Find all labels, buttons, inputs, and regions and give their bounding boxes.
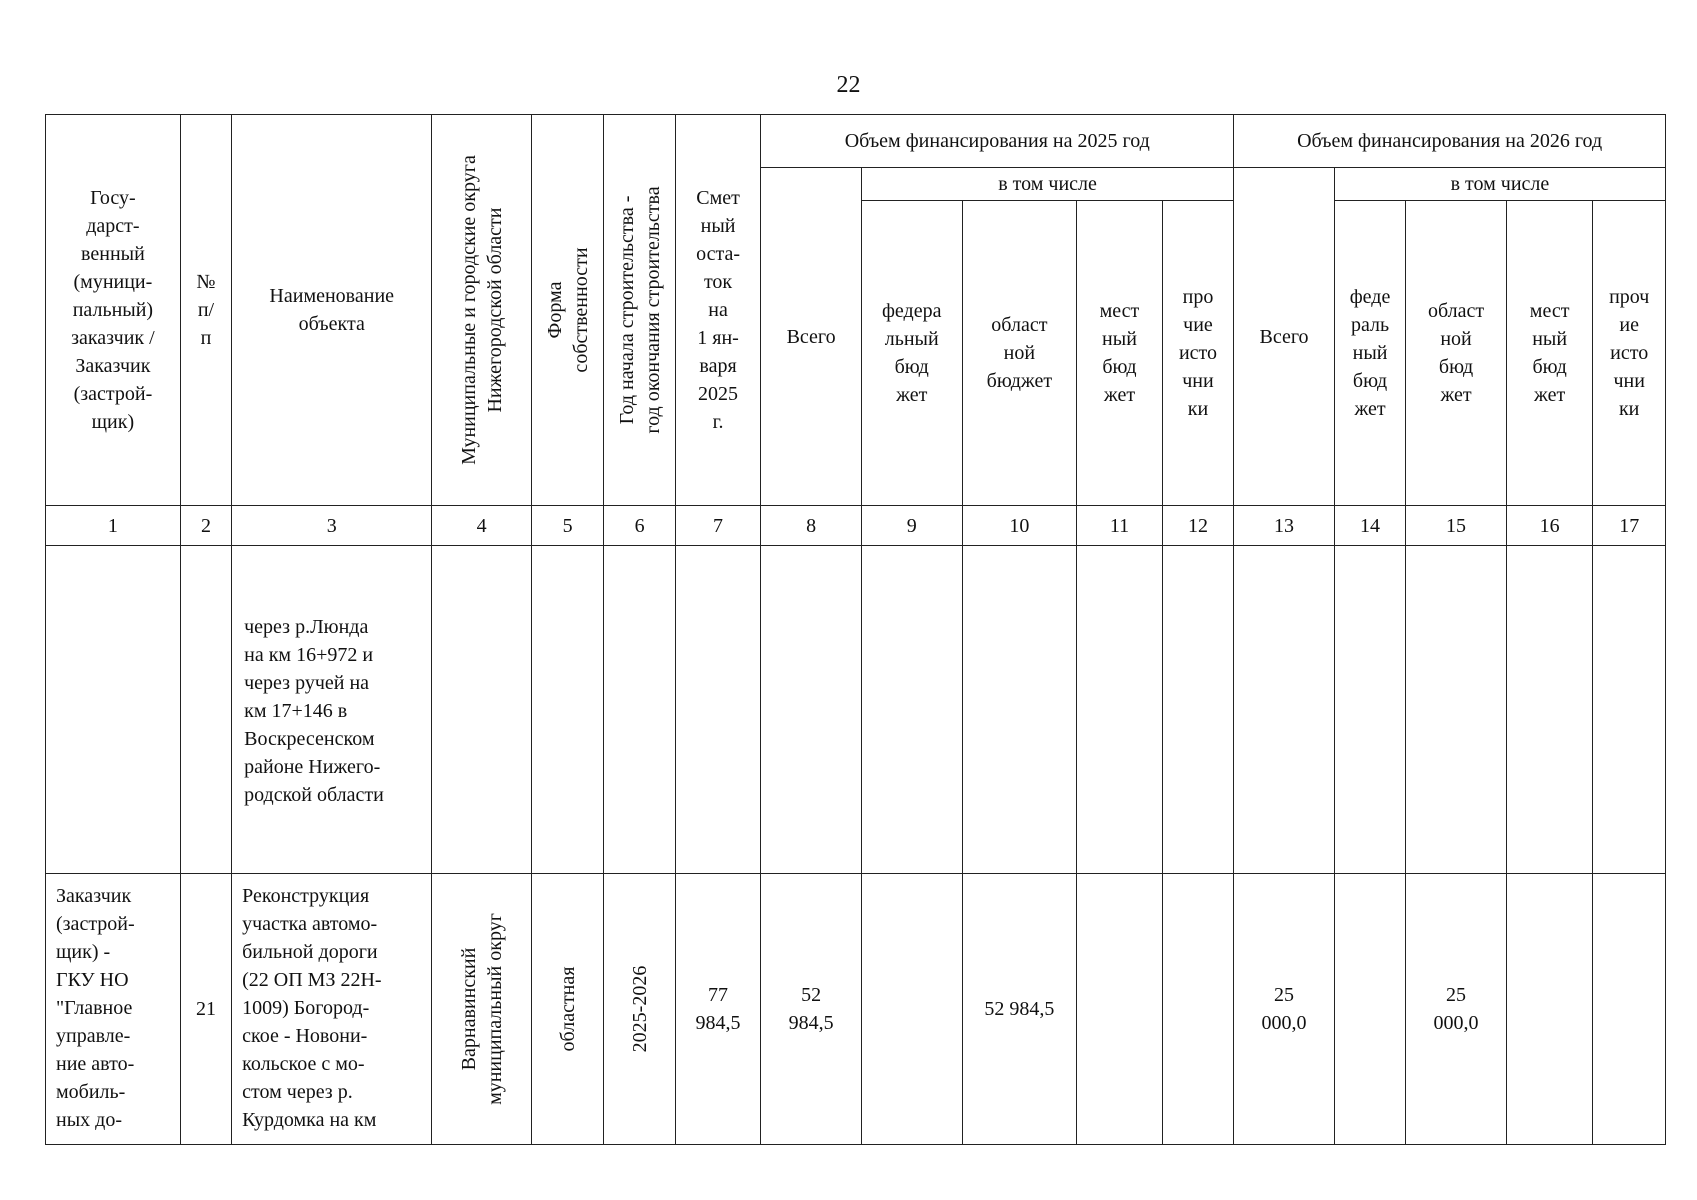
cell-empty <box>1162 546 1233 874</box>
row-number: 21 <box>180 874 231 1145</box>
header-years <box>604 115 675 506</box>
header-loc-2025: мест ный бюд жет <box>1077 201 1163 506</box>
column-number: 5 <box>531 506 603 546</box>
cell-empty <box>604 546 675 874</box>
header-total-2025: Всего <box>761 168 862 506</box>
cell-empty <box>962 546 1077 874</box>
column-number: 11 <box>1077 506 1163 546</box>
column-number: 6 <box>604 506 675 546</box>
cell-empty <box>675 546 761 874</box>
header-municipality-text: Муниципальные и городские округа Нижегородской области <box>457 155 506 465</box>
column-numbers-row <box>46 506 1666 546</box>
row-loc-2025 <box>1077 874 1163 1145</box>
cell-empty <box>1334 546 1405 874</box>
column-number: 15 <box>1406 506 1507 546</box>
cell-empty <box>1406 546 1507 874</box>
column-number: 9 <box>861 506 962 546</box>
header-fed-2025: федера льный бюд жет <box>861 201 962 506</box>
header-reg-2025: област ной бюджет <box>962 201 1077 506</box>
row-years-text: 2025-2026 <box>628 965 651 1053</box>
continuation-object-name: через р.Люнда на км 16+972 и через ручей на км 17+146 в Воскресенском районе Нижего- родской области <box>232 546 432 874</box>
column-number: 8 <box>761 506 862 546</box>
column-number: 4 <box>432 506 532 546</box>
table-row <box>46 874 1666 1145</box>
column-number: 1 <box>46 506 181 546</box>
cell-empty <box>180 546 231 874</box>
column-number: 14 <box>1334 506 1405 546</box>
cell-empty <box>46 546 181 874</box>
header-reg-2026: област ной бюд жет <box>1406 201 1507 506</box>
row-fed-2025 <box>861 874 962 1145</box>
cell-empty <box>1593 546 1666 874</box>
financing-table <box>45 114 1666 1145</box>
header-number: № п/ п <box>180 115 231 506</box>
header-object-name: Наименование объекта <box>232 115 432 506</box>
header-incl-2026: в том числе <box>1334 168 1665 201</box>
cell-empty <box>761 546 862 874</box>
header-municipality <box>432 115 532 506</box>
cell-empty <box>1234 546 1335 874</box>
header-ownership-text: Форма собственности <box>543 247 592 373</box>
row-municipality-text: Варнавинский муниципальный округ <box>457 913 506 1105</box>
header-loc-2026: мест ный бюд жет <box>1506 201 1593 506</box>
column-number: 16 <box>1506 506 1593 546</box>
header-oth-2025: про чие исто чни ки <box>1162 201 1233 506</box>
column-number: 3 <box>232 506 432 546</box>
column-number: 13 <box>1234 506 1335 546</box>
cell-empty <box>1077 546 1163 874</box>
header-group-2026: Объем финансирования на 2026 год <box>1234 115 1666 168</box>
column-number: 10 <box>962 506 1077 546</box>
header-ownership <box>531 115 603 506</box>
continuation-row <box>46 546 1666 874</box>
row-oth-2026 <box>1593 874 1666 1145</box>
row-ownership <box>531 874 603 1145</box>
row-reg-2026: 25 000,0 <box>1406 874 1507 1145</box>
row-customer: Заказчик (застрой- щик) - ГКУ НО "Главное управле- ние авто- мобиль- ных до- <box>46 874 181 1145</box>
column-number: 12 <box>1162 506 1233 546</box>
header-balance: Смет ный оста- ток на 1 ян- варя 2025 г. <box>675 115 761 506</box>
row-reg-2025: 52 984,5 <box>962 874 1077 1145</box>
header-years-text: Год начала строительства - год окончания строительства <box>615 186 664 434</box>
header-group-2025: Объем финансирования на 2025 год <box>761 115 1234 168</box>
row-object-name: Реконструкция участка автомо- бильной дороги (22 ОП МЗ 22Н- 1009) Богород- ское - Новони- кольское с мо- стом через р. Курдомка на км <box>232 874 432 1145</box>
cell-empty <box>432 546 532 874</box>
cell-empty <box>1506 546 1593 874</box>
column-number: 2 <box>180 506 231 546</box>
header-incl-2025: в том числе <box>861 168 1233 201</box>
row-total-2026: 25 000,0 <box>1234 874 1335 1145</box>
header-customer: Госу- дарст- венный (муници- пальный) заказчик / Заказчик (застрой- щик) <box>46 115 181 506</box>
page-number: 22 <box>836 72 861 98</box>
header-fed-2026: феде раль ный бюд жет <box>1334 201 1405 506</box>
row-municipality <box>432 874 532 1145</box>
row-fed-2026 <box>1334 874 1405 1145</box>
row-years <box>604 874 675 1145</box>
row-loc-2026 <box>1506 874 1593 1145</box>
row-total-2025: 52 984,5 <box>761 874 862 1145</box>
header-oth-2026: проч ие исто чни ки <box>1593 201 1666 506</box>
column-number: 7 <box>675 506 761 546</box>
row-oth-2025 <box>1162 874 1233 1145</box>
row-ownership-text: областная <box>556 966 579 1052</box>
column-number: 17 <box>1593 506 1666 546</box>
row-balance: 77 984,5 <box>675 874 761 1145</box>
header-total-2026: Всего <box>1234 168 1335 506</box>
cell-empty <box>861 546 962 874</box>
cell-empty <box>531 546 603 874</box>
